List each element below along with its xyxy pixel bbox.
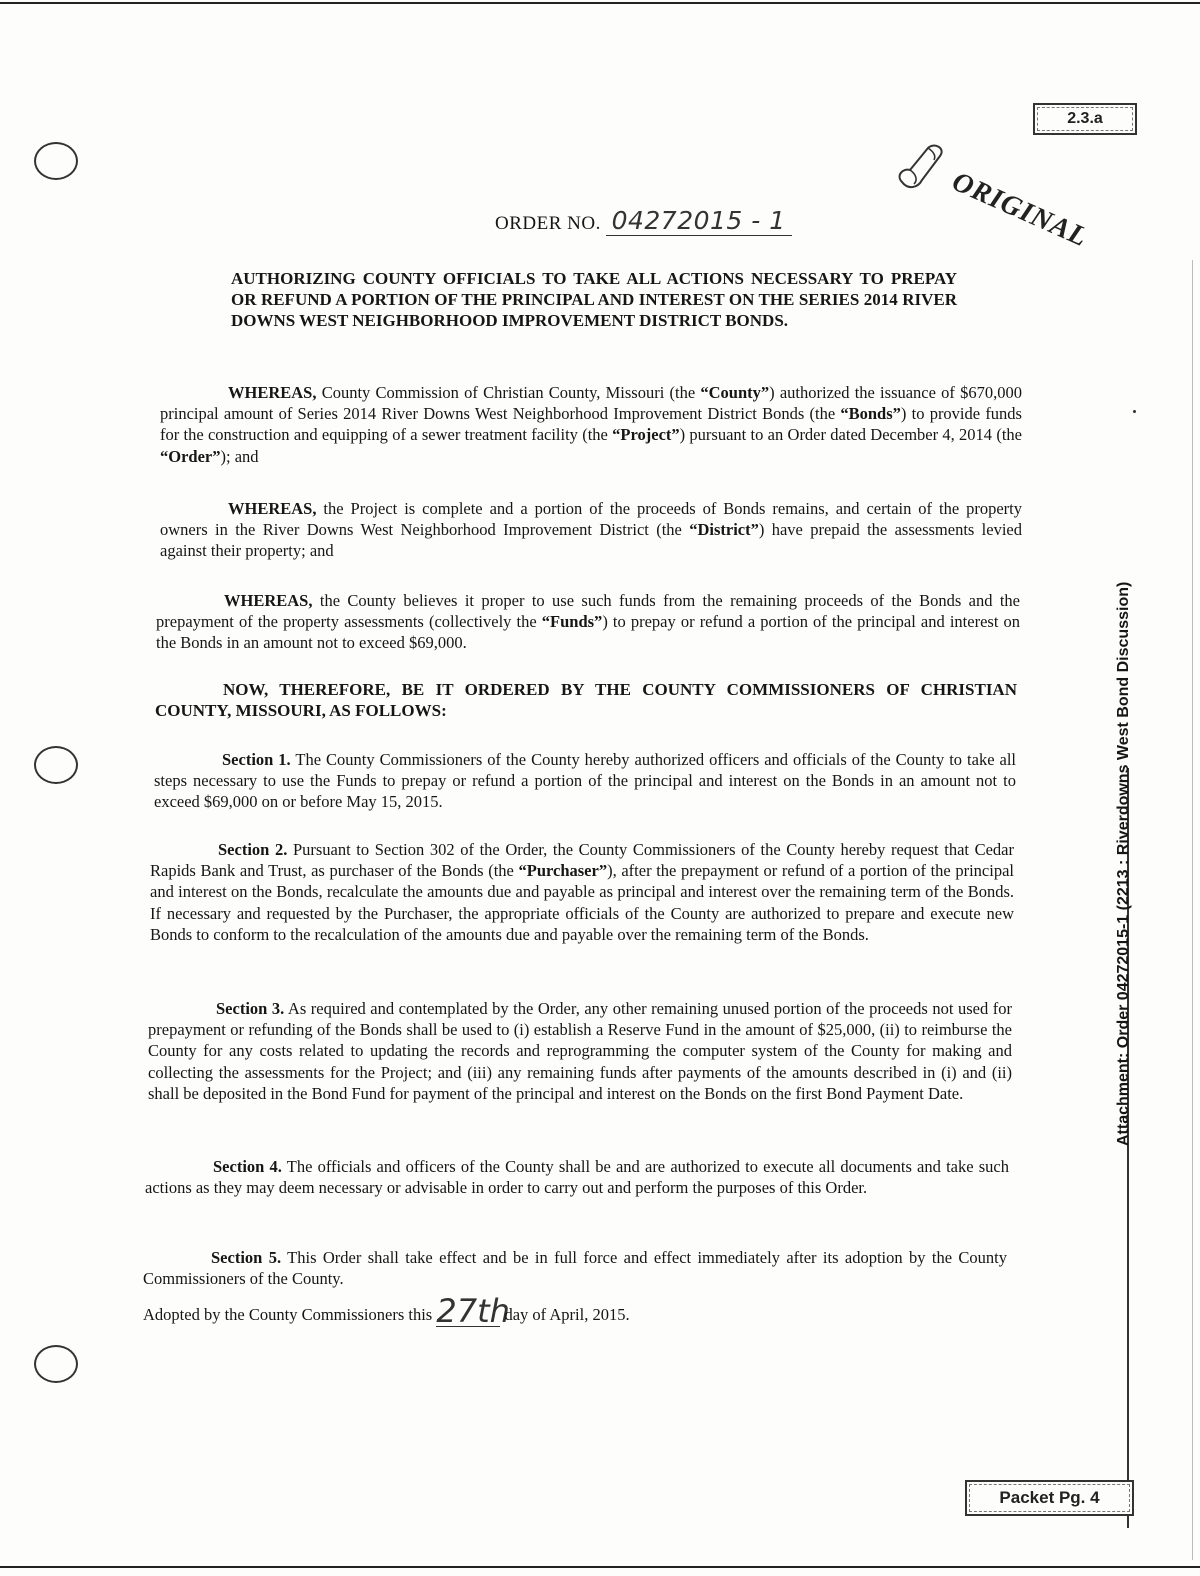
whereas-lead: WHEREAS, xyxy=(224,591,313,610)
scan-speck xyxy=(1133,410,1136,413)
defined-term: “Funds” xyxy=(541,612,603,632)
section-2 xyxy=(150,839,1014,945)
paragraph-text: ), after the prepayment or refund of a portion of the principal and interest on the Bonds, recalculate the amounts due and payable as principal and interest over the remaining term of the Bonds. If necessary and requested by the Purchaser, the appropriate officials of the County are authorized to prepare and execute new Bonds to conform to the recalculation of the amounts due and payable over the remaining term of the Bonds. xyxy=(150,861,1015,944)
paragraph-text: ) to prepay or refund a portion of the principal and interest on the Bonds in an amount not to exceed $69,000. xyxy=(156,612,1021,653)
paragraph-text: NOW, THEREFORE, BE IT ORDERED BY THE COUNTY COMMISSIONERS OF CHRISTIAN COUNTY, MISSOURI, AS FOLLOWS: xyxy=(155,680,1017,721)
section-heading: Section 3. xyxy=(216,999,285,1018)
defined-term: “Project” xyxy=(612,425,680,445)
adoption-text: day of April, 2015. xyxy=(504,1305,630,1324)
section-4 xyxy=(145,1156,1009,1198)
punch-hole-icon xyxy=(34,142,78,180)
section-1 xyxy=(154,749,1016,813)
original-stamp-text: ORIGINAL xyxy=(947,166,1093,254)
original-stamp xyxy=(888,140,1098,254)
scroll-icon xyxy=(888,140,958,210)
page-top-border xyxy=(0,2,1200,4)
paragraph-text: ) pursuant to an Order dated December 4, 2014 (the xyxy=(679,425,1022,445)
paragraph-text: ) authorized the issuance of $670,000 principal amount of Series 2014 River Downs West Neighborhood Improvement District Bonds (the xyxy=(160,383,1022,424)
attachment-label: Attachment: Order 04272015-1 (2213 : Riverdowns West Bond Discussion) xyxy=(1115,581,1132,1146)
packet-page-stamp xyxy=(965,1480,1134,1516)
defined-term: “County” xyxy=(700,383,770,402)
punch-hole-icon xyxy=(34,1345,78,1383)
section-3 xyxy=(148,998,1012,1104)
page-right-edge xyxy=(1192,260,1193,1560)
section-heading: Section 1. xyxy=(222,750,291,769)
whereas-paragraph-3 xyxy=(156,590,1020,654)
paragraph-text: County Commission of Christian County, Missouri (the xyxy=(316,383,701,402)
paragraph-text: ) to provide funds for the construction and equipping of a sewer treatment facility (the xyxy=(160,404,1022,445)
whereas-paragraph-1 xyxy=(160,382,1022,467)
item-number-label: 2.3.a xyxy=(1037,107,1133,131)
paragraph-text: The officials and officers of the County shall be and are authorized to execute all documents and take such actions as they may deem necessary or advisable in order to carry out and perform the purposes of this Order. xyxy=(145,1157,1009,1198)
section-heading: Section 2. xyxy=(218,840,288,859)
order-title: AUTHORIZING COUNTY OFFICIALS TO TAKE ALL ACTIONS NECESSARY TO PREPAY OR REFUND A PORTION OF THE PRINCIPAL AND INTEREST ON THE SERIES 2014 RIVER DOWNS WEST NEIGHBORHOOD IMPROVEMENT DISTRICT BONDS. xyxy=(231,269,957,330)
punch-hole-icon xyxy=(34,746,78,784)
section-heading: Section 4. xyxy=(213,1157,282,1176)
defined-term: “District” xyxy=(689,520,759,540)
defined-term: “Bonds” xyxy=(840,404,901,424)
now-therefore-clause xyxy=(155,679,1017,721)
section-heading: Section 5. xyxy=(211,1248,282,1267)
paragraph-text: As required and contemplated by the Order, any other remaining unused portion of the proceeds not used for prepayment or refunding of the Bonds shall be used to (i) establish a Reserve Fund in the amount of $25,000, (ii) to reimburse the County for any costs related to updating the records and reprogramming the computer system of the County for making and collecting the assessments for the Project; and (iii) any remaining funds after payments of the amounts described in (i) and (ii) shall be deposited in the Bond Fund for payment of the principal and interest on the Bonds on the first Bond Payment Date. xyxy=(148,999,1012,1103)
whereas-lead: WHEREAS, xyxy=(228,499,317,518)
order-number-handwritten: 04272015 - 1 xyxy=(606,206,792,236)
adoption-line xyxy=(143,1292,630,1330)
defined-term: “Order” xyxy=(160,446,221,466)
order-number-label: ORDER NO. xyxy=(495,213,601,234)
paragraph-text: This Order shall take effect and be in full force and effect immediately after its adoption by the County Commissioners of the County. xyxy=(143,1248,1007,1289)
adoption-day-handwritten: 27th xyxy=(436,1292,510,1330)
section-5 xyxy=(143,1247,1007,1289)
paragraph-text: Pursuant to Section 302 of the Order, the County Commissioners of the County hereby request that Cedar Rapids Bank and Trust, as purchaser of the Bonds (the xyxy=(150,840,1014,881)
page-bottom-border xyxy=(0,1566,1200,1568)
adoption-text: Adopted by the County Commissioners this xyxy=(143,1305,433,1324)
order-number-line xyxy=(495,206,792,235)
packet-page-label: Packet Pg. 4 xyxy=(969,1484,1130,1512)
paragraph-text: ); and xyxy=(220,446,259,466)
paragraph-text: The County Commissioners of the County hereby authorized officers and officials of the County to take all steps necessary to use the Funds to prepay or refund a portion of the principal and interest on the Bonds in an amount not to exceed $69,000 on or before May 15, 2015. xyxy=(154,750,1016,812)
paragraph-text: ) have prepaid the assessments levied against their property; and xyxy=(160,520,1022,561)
paragraph-text: the County believes it proper to use such funds from the remaining proceeds of the Bonds and the prepayment of the property assessments (collectively the xyxy=(156,591,1020,632)
item-number-stamp xyxy=(1033,103,1137,135)
whereas-paragraph-2 xyxy=(160,498,1022,562)
paragraph-text: the Project is complete and a portion of the proceeds of Bonds remains, and certain of the property owners in the River Downs West Neighborhood Improvement District (the xyxy=(160,499,1022,540)
defined-term: “Purchaser” xyxy=(518,861,608,881)
whereas-lead: WHEREAS, xyxy=(228,383,317,402)
